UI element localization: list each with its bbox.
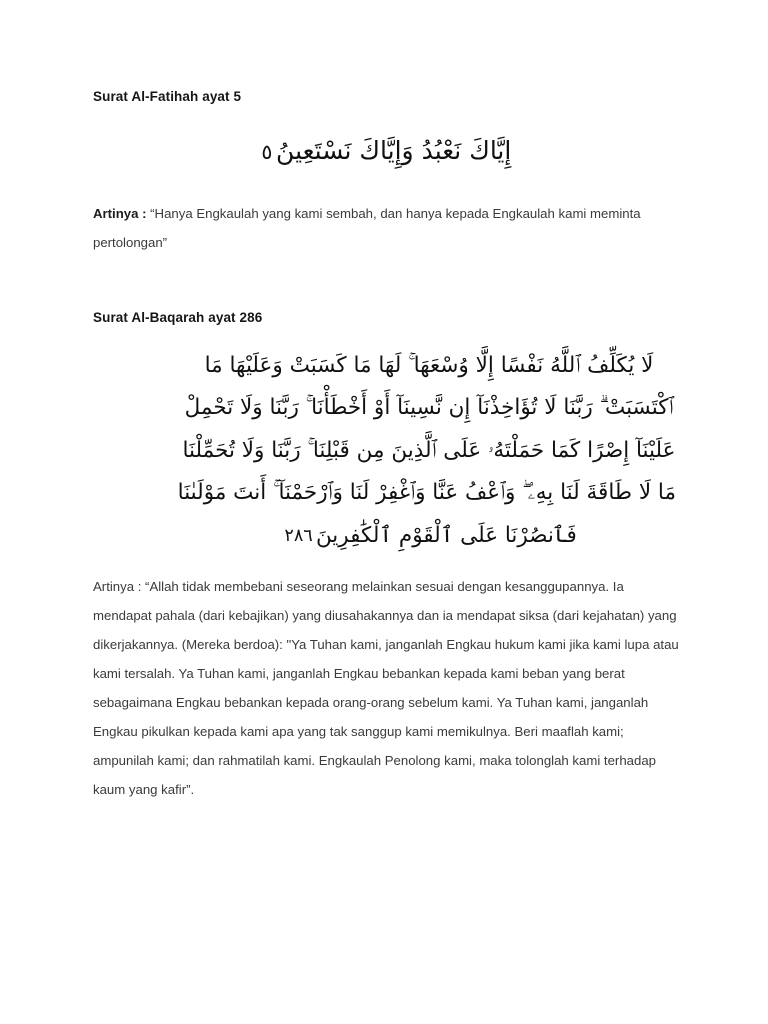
section-al-baqarah <box>93 309 679 804</box>
section-al-fatihah <box>93 88 676 257</box>
spacer <box>93 558 676 572</box>
section-heading-al-baqarah: Surat Al-Baqarah ayat 286 <box>93 309 263 325</box>
ayah-marker-icon: ٢٨٦ <box>284 526 313 547</box>
arabic-line-final <box>182 515 676 558</box>
arabic-line <box>93 128 676 175</box>
arabic-verse-al-baqarah <box>177 345 676 558</box>
translation-body: “Allah tidak membebani seseorang melainkan sesuai dengan kesanggupannya. Ia mendapat pahala (dari kebajikan) yang diusahakannya dan ia mendapat siksa (dari kejahatan) yang dikerjakannya. (Mereka berdoa): "Ya Tuhan kami, janganlah Engkau hukum kami jika kami lupa atau kami tersalah. Ya Tuhan kami, janganlah Engkau bebankan kepada kami beban yang berat sebagaimana Engkau bebankan kepada orang-orang sebelum kami. Ya Tuhan kami, janganlah Engkau pikulkan kepada kami apa yang tak sanggup kami memikulnya. Beri maaflah kami; ampunilah kami; dan rahmatilah kami. Engkaulah Penolong kami, maka tolonglah kami terhadap kaum yang kafir”. <box>93 578 679 797</box>
spacer <box>93 175 676 199</box>
section-heading-al-fatihah: Surat Al-Fatihah ayat 5 <box>93 89 242 104</box>
arabic-line: عَلَيْنَآ إِصْرًا كَمَا حَمَلْتَهُۥ عَلَى ٱلَّذِينَ مِن قَبْلِنَا ۚ رَبَّنَا وَلَا تُحَمِّلْنَا <box>182 437 676 463</box>
translation-al-fatihah <box>93 199 679 257</box>
ayah-marker-icon: ٥ <box>261 139 273 164</box>
spacer <box>93 257 676 309</box>
arabic-line: لَا يُكَلِّفُ ٱللَّهُ نَفْسًا إِلَّا وُسْعَهَا ۚ لَهَا مَا كَسَبَتْ وَعَلَيْهَا مَا <box>204 352 654 378</box>
translation-body: “Hanya Engkaulah yang kami sembah, dan hanya kepada Engkaulah kami meminta pertolongan” <box>93 205 641 250</box>
arabic-verse-al-fatihah <box>93 128 676 175</box>
arabic-text: فَٱنصُرْنَا عَلَى ٱلْقَوْمِ ٱلْكَٰفِرِينَ <box>315 522 577 548</box>
arabic-line: ٱكْتَسَبَتْ ۗ رَبَّنَا لَا تُؤَاخِذْنَآ إِن نَّسِينَآ أَوْ أَخْطَأْنَا ۚ رَبَّنَا وَلَا تَحْمِلْ <box>184 395 674 421</box>
translation-label: Artinya : <box>93 578 146 594</box>
arabic-text: إِيَّاكَ نَعْبُدُ وَإِيَّاكَ نَسْتَعِينُ <box>276 136 512 165</box>
arabic-line: مَا لَا طَاقَةَ لَنَا بِهِۦ ۖ وَٱعْفُ عَنَّا وَٱغْفِرْ لَنَا وَٱرْحَمْنَآ ۚ أَنتَ مَوْلَىٰنَا <box>177 480 676 506</box>
translation-al-baqarah <box>93 572 679 804</box>
translation-label: Artinya : <box>93 205 151 221</box>
